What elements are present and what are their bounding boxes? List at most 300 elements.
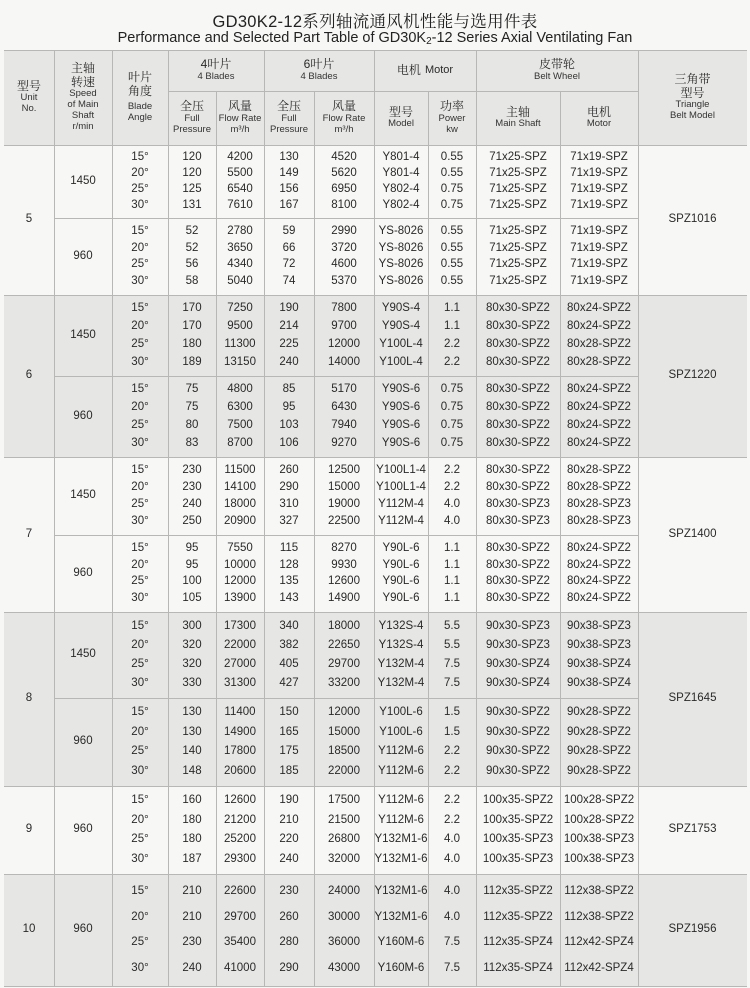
- table-cell: Y160M-6: [377, 961, 425, 974]
- table-cell: 185: [279, 764, 299, 777]
- table-cell: 14900: [224, 725, 256, 738]
- table-cell: 170: [182, 320, 202, 333]
- table-cell: 165: [279, 725, 299, 738]
- table-cell: 280: [279, 936, 299, 949]
- table-cell: 2.2: [444, 480, 460, 493]
- table-cell: 230: [182, 936, 202, 949]
- table-cell: 112x38-SPZ2: [564, 885, 634, 898]
- unit-no-cell: 6: [25, 369, 33, 382]
- table-cell: 80x30-SPZ2: [486, 541, 550, 554]
- header-power-en1: Power: [438, 112, 466, 124]
- table-cell: 22650: [328, 638, 360, 651]
- table-cell: 90x30-SPZ3: [486, 619, 550, 632]
- table-cell: 43000: [328, 961, 360, 974]
- header-6b-flow: [314, 91, 374, 145]
- table-cell: 2.2: [444, 813, 460, 826]
- table-cell: 0.75: [440, 436, 464, 449]
- table-cell: 225: [279, 337, 299, 350]
- table-cell: 131: [182, 198, 202, 211]
- table-cell: 20°: [131, 813, 149, 826]
- table-cell: 7.5: [444, 657, 460, 670]
- header-p6-en1: Full: [281, 112, 297, 124]
- header-ms-en: Main Shaft: [495, 118, 541, 130]
- speed-cell: 1450: [70, 648, 96, 661]
- table-cell: 6430: [331, 401, 357, 414]
- table-cell: 214: [279, 320, 299, 333]
- table-cell: 90x38-SPZ3: [567, 638, 631, 651]
- table-cell: 52: [185, 224, 199, 237]
- table-cell: 7800: [331, 302, 357, 315]
- table-cell: 15°: [131, 541, 149, 554]
- table-cell: 4.0: [444, 833, 460, 846]
- table-cell: 80x24-SPZ2: [567, 401, 631, 414]
- table-cell: 71x19-SPZ: [570, 241, 628, 254]
- table-cell: 8270: [331, 541, 357, 554]
- header-6b-pressure: [264, 91, 314, 145]
- header-f4-en1: Flow Rate: [218, 112, 262, 124]
- header-belt-cn: 皮带轮: [538, 57, 575, 72]
- table-cell: 100x38-SPZ3: [563, 833, 635, 846]
- table-cell: Y802-4: [382, 198, 420, 211]
- table-cell: 15°: [131, 794, 149, 807]
- table-cell: 5500: [227, 167, 253, 180]
- table-cell: 25°: [131, 258, 149, 271]
- header-speed-en3: Shaft: [71, 110, 95, 122]
- table-cell: 20°: [131, 558, 149, 571]
- table-cell: 80x28-SPZ3: [567, 514, 631, 527]
- table-cell: 22000: [328, 764, 360, 777]
- table-cell: 2990: [331, 224, 357, 237]
- table-cell: 320: [182, 638, 202, 651]
- table-cell: 20°: [131, 725, 149, 738]
- table-cell: 25°: [131, 745, 149, 758]
- table-cell: 90x28-SPZ2: [567, 764, 631, 777]
- table-cell: 71x25-SPZ: [489, 241, 547, 254]
- table-cell: 30°: [131, 764, 149, 777]
- header-bm-cn1: 三角带: [674, 71, 711, 86]
- table-cell: 7.5: [444, 676, 460, 689]
- header-f6-en2: m³/h: [334, 123, 354, 135]
- table-cell: Y90S-6: [381, 418, 421, 431]
- table-cell: 80x30-SPZ3: [486, 497, 550, 510]
- table-cell: 18000: [224, 497, 256, 510]
- table-cell: 0.55: [440, 167, 464, 180]
- table-cell: Y801-4: [382, 167, 420, 180]
- belt-model-cell: SPZ1956: [668, 923, 717, 936]
- table-cell: 2780: [227, 224, 253, 237]
- header-speed-en4: r/min: [72, 121, 94, 133]
- belt-model-cell: SPZ1400: [668, 527, 717, 540]
- header-mw-cn: 电机: [586, 104, 611, 119]
- table-cell: Y802-4: [382, 182, 420, 195]
- table-cell: 100x35-SPZ3: [482, 852, 554, 865]
- table-cell: 19000: [328, 497, 360, 510]
- table-cell: 7.5: [444, 936, 460, 949]
- table-cell: 167: [279, 198, 299, 211]
- table-cell: 80x30-SPZ2: [486, 463, 550, 476]
- table-cell: YS-8026: [378, 224, 424, 237]
- table-cell: Y100L-6: [379, 706, 423, 719]
- table-cell: 20°: [131, 401, 149, 414]
- table-cell: 0.75: [440, 198, 464, 211]
- header-unit-cn: 型号: [16, 78, 41, 93]
- table-cell: Y112M-6: [378, 813, 424, 826]
- table-cell: YS-8026: [378, 241, 424, 254]
- table-cell: 90x30-SPZ4: [486, 676, 550, 689]
- table-cell: Y100L1-4: [376, 480, 426, 493]
- table-cell: 1.5: [444, 725, 460, 738]
- table-cell: 66: [282, 241, 296, 254]
- header-b6-en: 4 Blades: [300, 70, 338, 82]
- table-cell: 12500: [328, 463, 360, 476]
- header-f4-cn: 风量: [227, 99, 252, 114]
- table-cell: 35400: [224, 936, 256, 949]
- table-cell: 6300: [227, 401, 253, 414]
- unit-divider-line: [4, 612, 747, 613]
- speed-divider-line: [54, 535, 638, 536]
- table-cell: 240: [279, 355, 299, 368]
- table-cell: 100: [182, 575, 202, 588]
- table-cell: Y132M-4: [377, 676, 425, 689]
- table-cell: 29700: [224, 910, 256, 923]
- table-cell: 9930: [331, 558, 357, 571]
- table-cell: 405: [279, 657, 299, 670]
- table-cell: 71x19-SPZ: [570, 167, 628, 180]
- table-cell: 83: [185, 436, 199, 449]
- header-b4-en: 4 Blades: [197, 70, 235, 82]
- table-cell: 71x25-SPZ: [489, 198, 547, 211]
- table-cell: 100x35-SPZ2: [482, 794, 554, 807]
- table-cell: 4.0: [444, 497, 460, 510]
- table-cell: YS-8026: [378, 258, 424, 271]
- header-p6-cn: 全压: [276, 99, 301, 114]
- table-cell: 0.55: [440, 258, 464, 271]
- table-cell: 80x30-SPZ2: [486, 592, 550, 605]
- table-cell: 71x25-SPZ: [489, 182, 547, 195]
- header-power-en2: kw: [446, 123, 458, 135]
- table-cell: 71x19-SPZ: [570, 151, 628, 164]
- table-cell: 30°: [131, 355, 149, 368]
- table-cell: 15°: [131, 224, 149, 237]
- header-unit-en2: No.: [21, 103, 37, 115]
- table-cell: 14100: [224, 480, 256, 493]
- table-cell: 25°: [131, 936, 149, 949]
- table-cell: 80x30-SPZ2: [486, 436, 550, 449]
- header-4b-pressure: [168, 91, 216, 145]
- header-p6-en2: Pressure: [269, 123, 308, 135]
- table-cell: 4520: [331, 151, 357, 164]
- table-cell: 2.2: [444, 764, 460, 777]
- table-cell: Y801-4: [382, 151, 420, 164]
- table-cell: 5370: [331, 275, 357, 288]
- header-angle-en1: Blade: [127, 100, 153, 112]
- table-cell: Y132M-4: [377, 657, 425, 670]
- table-cell: 382: [279, 638, 299, 651]
- table-cell: 71x19-SPZ: [570, 182, 628, 195]
- table-cell: 80x24-SPZ2: [567, 541, 631, 554]
- unit-no-cell: 8: [25, 692, 33, 705]
- table-cell: 0.75: [440, 383, 464, 396]
- table-cell: 71x25-SPZ: [489, 151, 547, 164]
- table-cell: 41000: [224, 961, 256, 974]
- unit-no-cell: 10: [22, 923, 36, 936]
- table-cell: 80x24-SPZ2: [567, 575, 631, 588]
- table-cell: 17500: [328, 794, 360, 807]
- table-cell: 52: [185, 241, 199, 254]
- table-cell: 20°: [131, 167, 149, 180]
- table-cell: Y100L-4: [379, 355, 423, 368]
- belt-model-cell: SPZ1220: [668, 369, 717, 382]
- table-cell: 10000: [224, 558, 256, 571]
- table-cell: 15°: [131, 383, 149, 396]
- table-cell: 80x24-SPZ2: [567, 592, 631, 605]
- table-cell: 5.5: [444, 619, 460, 632]
- header-f4-en2: m³/h: [230, 123, 250, 135]
- table-cell: 13150: [224, 355, 256, 368]
- table-cell: 1.1: [444, 575, 460, 588]
- table-cell: 4200: [227, 151, 253, 164]
- unit-divider-line: [4, 986, 747, 987]
- table-cell: 120: [182, 167, 202, 180]
- header-angle-en2: Angle: [127, 111, 153, 123]
- table-cell: 25°: [131, 657, 149, 670]
- table-cell: Y90L-6: [382, 541, 420, 554]
- table-cell: 175: [279, 745, 299, 758]
- table-cell: Y90S-6: [381, 383, 421, 396]
- header-b4-cn: 4叶片: [200, 57, 232, 72]
- table-cell: 3720: [331, 241, 357, 254]
- speed-cell: 1450: [70, 174, 96, 187]
- table-cell: 80x24-SPZ2: [567, 302, 631, 315]
- table-cell: 59: [282, 224, 296, 237]
- table-cell: 29700: [328, 657, 360, 670]
- header-bottom-line: [4, 145, 747, 146]
- table-cell: 25°: [131, 418, 149, 431]
- table-cell: 5170: [331, 383, 357, 396]
- table-cell: 25200: [224, 833, 256, 846]
- table-cell: 22000: [224, 638, 256, 651]
- speed-cell: 960: [73, 249, 93, 262]
- table-cell: 71x25-SPZ: [489, 167, 547, 180]
- table-cell: 75: [185, 401, 199, 414]
- table-cell: 71x19-SPZ: [570, 198, 628, 211]
- table-cell: 56: [185, 258, 199, 271]
- table-cell: 14900: [328, 592, 360, 605]
- table-cell: 80x30-SPZ2: [486, 320, 550, 333]
- table-cell: 15°: [131, 706, 149, 719]
- table-cell: 190: [279, 794, 299, 807]
- unit-divider-line: [4, 874, 747, 875]
- speed-cell: 1450: [70, 489, 96, 502]
- table-cell: 20°: [131, 910, 149, 923]
- table-cell: 20°: [131, 241, 149, 254]
- table-cell: 260: [279, 910, 299, 923]
- table-cell: 130: [182, 725, 202, 738]
- header-speed: [54, 50, 112, 145]
- header-f6-en1: Flow Rate: [322, 112, 366, 124]
- table-cell: 100x28-SPZ2: [563, 794, 635, 807]
- table-cell: 128: [279, 558, 299, 571]
- speed-divider-line: [54, 698, 638, 699]
- table-cell: 80x30-SPZ2: [486, 401, 550, 414]
- header-speed-en1: Speed: [69, 88, 97, 100]
- table-cell: 6540: [227, 182, 253, 195]
- header-mw-en: Motor: [586, 118, 612, 130]
- table-cell: Y132S-4: [378, 638, 424, 651]
- table-cell: 30000: [328, 910, 360, 923]
- header-model-en: Model: [388, 118, 414, 130]
- table-cell: 8100: [331, 198, 357, 211]
- table-cell: 4340: [227, 258, 253, 271]
- table-cell: 72: [282, 258, 296, 271]
- table-cell: 24000: [328, 885, 360, 898]
- table-cell: 100x35-SPZ2: [482, 813, 554, 826]
- speed-cell: 960: [73, 735, 93, 748]
- table-cell: 7250: [227, 302, 253, 315]
- table-cell: 90x28-SPZ2: [567, 706, 631, 719]
- table-cell: 100x28-SPZ2: [563, 813, 635, 826]
- table-cell: 71x25-SPZ: [489, 224, 547, 237]
- table-cell: 90x30-SPZ3: [486, 638, 550, 651]
- speed-cell: 960: [73, 823, 93, 836]
- table-cell: 80x28-SPZ2: [567, 337, 631, 350]
- table-cell: 80x30-SPZ2: [486, 418, 550, 431]
- header-motor-model: [374, 91, 428, 145]
- table-cell: 112x42-SPZ4: [564, 936, 634, 949]
- belt-model-cell: SPZ1016: [668, 213, 717, 226]
- table-cell: 230: [279, 885, 299, 898]
- table-cell: 14000: [328, 355, 360, 368]
- table-cell: 80x28-SPZ2: [567, 480, 631, 493]
- table-cell: 75: [185, 383, 199, 396]
- table-cell: 240: [279, 852, 299, 865]
- table-cell: Y90S-4: [381, 320, 421, 333]
- table-cell: 90x30-SPZ2: [486, 745, 550, 758]
- table-cell: Y132M1-6: [374, 833, 428, 846]
- table-cell: 290: [279, 480, 299, 493]
- table-cell: 230: [182, 463, 202, 476]
- table-cell: 120: [182, 151, 202, 164]
- header-ms-cn: 主轴: [505, 104, 530, 119]
- table-cell: Y100L-4: [379, 337, 423, 350]
- table-cell: 33200: [328, 676, 360, 689]
- belt-model-cell: SPZ1753: [668, 823, 717, 836]
- table-cell: 1.1: [444, 558, 460, 571]
- table-cell: 300: [182, 619, 202, 632]
- header-blade-angle: [112, 50, 168, 145]
- table-cell: 11500: [224, 463, 256, 476]
- table-cell: 20°: [131, 320, 149, 333]
- table-cell: 0.55: [440, 151, 464, 164]
- table-cell: 95: [185, 558, 199, 571]
- table-cell: Y132M1-6: [374, 910, 428, 923]
- table-cell: 15°: [131, 151, 149, 164]
- table-cell: 30°: [131, 676, 149, 689]
- table-cell: 17300: [224, 619, 256, 632]
- table-cell: 90x30-SPZ4: [486, 657, 550, 670]
- table-cell: 187: [182, 852, 202, 865]
- table-cell: 100x38-SPZ3: [563, 852, 635, 865]
- table-cell: 90x38-SPZ4: [567, 657, 631, 670]
- table-cell: 5.5: [444, 638, 460, 651]
- table-cell: 15°: [131, 619, 149, 632]
- table-cell: 220: [279, 833, 299, 846]
- table-cell: 1.1: [444, 302, 460, 315]
- table-cell: 230: [182, 480, 202, 493]
- header-power-cn: 功率: [439, 99, 464, 114]
- table-cell: 90x30-SPZ2: [486, 764, 550, 777]
- table-cell: 112x35-SPZ2: [483, 910, 553, 923]
- header-speed-cn2: 转速: [70, 74, 95, 89]
- table-cell: 0.75: [440, 401, 464, 414]
- table-cell: 143: [279, 592, 299, 605]
- table-cell: 29300: [224, 852, 256, 865]
- table-cell: 7940: [331, 418, 357, 431]
- table-cell: 18000: [328, 619, 360, 632]
- speed-cell: 1450: [70, 328, 96, 341]
- table-cell: 58: [185, 275, 199, 288]
- table-cell: 4600: [331, 258, 357, 271]
- table-cell: 2.2: [444, 337, 460, 350]
- table-cell: 112x42-SPZ4: [564, 961, 634, 974]
- table-cell: 71x19-SPZ: [570, 258, 628, 271]
- table-cell: 210: [279, 813, 299, 826]
- table-cell: 125: [182, 182, 202, 195]
- table-cell: 7500: [227, 418, 253, 431]
- table-cell: 330: [182, 676, 202, 689]
- header-motor: [374, 50, 476, 91]
- table-cell: 20900: [224, 514, 256, 527]
- header-speed-cn1: 主轴: [70, 60, 95, 75]
- table-cell: 240: [182, 961, 202, 974]
- header-belt-en: Belt Wheel: [534, 70, 580, 82]
- table-cell: 250: [182, 514, 202, 527]
- table-cell: 25°: [131, 182, 149, 195]
- header-unit-no: [4, 50, 54, 145]
- belt-model-cell: SPZ1645: [668, 692, 717, 705]
- table-cell: 80x30-SPZ2: [486, 302, 550, 315]
- table-cell: 30°: [131, 852, 149, 865]
- table-cell: 71x25-SPZ: [489, 258, 547, 271]
- table-cell: 310: [279, 497, 299, 510]
- table-cell: 90x30-SPZ2: [486, 706, 550, 719]
- table-cell: 80x30-SPZ2: [486, 337, 550, 350]
- header-bm-en1: Triangle: [675, 99, 710, 111]
- table-cell: 15°: [131, 463, 149, 476]
- table-cell: 135: [279, 575, 299, 588]
- table-cell: Y160M-6: [377, 936, 425, 949]
- table-cell: Y112M-6: [378, 764, 424, 777]
- table-cell: 20°: [131, 638, 149, 651]
- table-cell: 25°: [131, 575, 149, 588]
- table-cell: 12000: [328, 337, 360, 350]
- table-cell: 25°: [131, 337, 149, 350]
- table-cell: 103: [279, 418, 299, 431]
- table-cell: 1.1: [444, 541, 460, 554]
- unit-no-cell: 5: [25, 213, 33, 226]
- table-cell: 30°: [131, 275, 149, 288]
- table-cell: 190: [279, 302, 299, 315]
- speed-divider-line: [54, 218, 638, 219]
- table-cell: 15°: [131, 885, 149, 898]
- table-cell: 80x24-SPZ2: [567, 558, 631, 571]
- header-bm-en2: Belt Model: [670, 110, 715, 122]
- table-cell: 25°: [131, 833, 149, 846]
- table-cell: 1.1: [444, 592, 460, 605]
- table-cell: 90x28-SPZ2: [567, 745, 631, 758]
- table-cell: Y90S-6: [381, 436, 421, 449]
- table-cell: 9500: [227, 320, 253, 333]
